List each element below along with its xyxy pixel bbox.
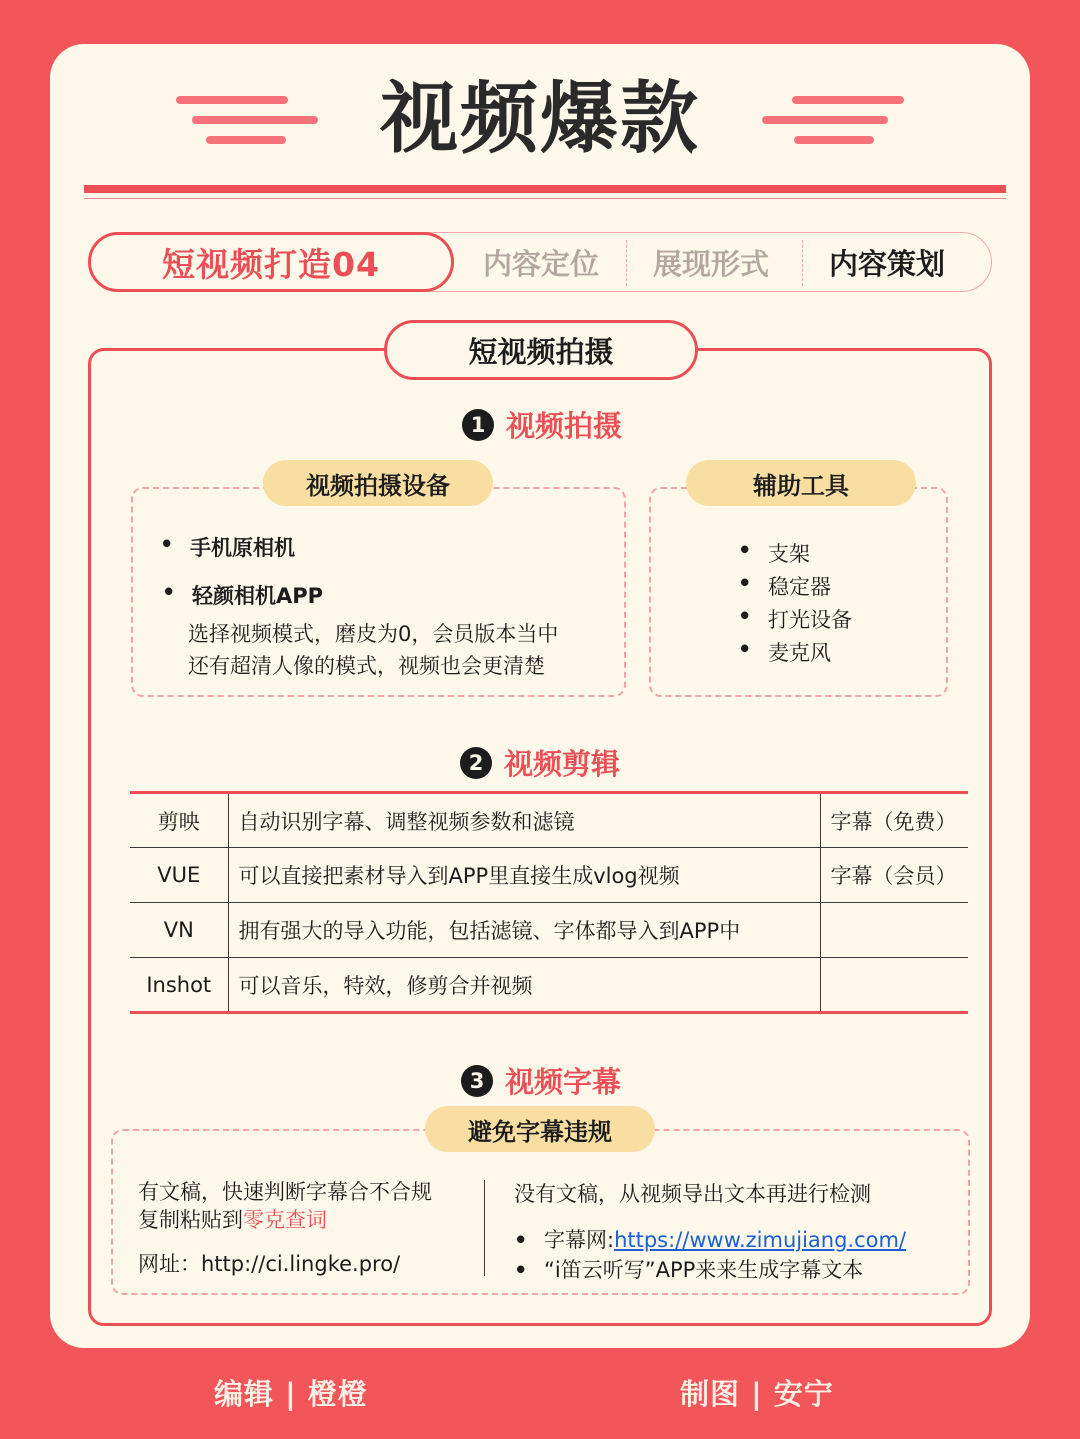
- equipment-label: 视频拍摄设备: [263, 460, 493, 506]
- app-name-cell: Inshot: [130, 958, 228, 1013]
- zimujiang-link[interactable]: https://www.zimujiang.com/: [614, 1228, 907, 1252]
- bullet-icon: •: [738, 637, 752, 661]
- tab-content-planning[interactable]: 内容策划: [828, 246, 945, 281]
- subtitles-left-line: 有文稿，快速判断字幕合不合规: [138, 1180, 432, 1204]
- app-name-cell: VN: [130, 903, 228, 958]
- editing-heading: [460, 742, 620, 783]
- bullet-icon: •: [162, 580, 176, 604]
- shooting-heading-text: 视频拍摄: [506, 409, 623, 443]
- equipment-note-line: 选择视频模式，磨皮为0，会员版本当中: [188, 622, 559, 646]
- subtitles-heading: [461, 1060, 621, 1101]
- tool-item: [738, 538, 810, 568]
- subtitles-left-line: [138, 1204, 327, 1234]
- step-number-badge: 3: [461, 1065, 493, 1097]
- tool-item-label: 打光设备: [768, 608, 852, 632]
- bullet-icon: •: [514, 1258, 528, 1282]
- app-note-cell: [820, 958, 968, 1013]
- footer-designer-credit: 制图 | 安宁: [680, 1377, 834, 1411]
- table-row: [130, 793, 968, 848]
- footer-editor-credit: 编辑 | 橙橙: [214, 1377, 368, 1411]
- app-desc-cell: 自动识别字幕、调整视频参数和滤镜: [228, 793, 820, 848]
- table-row: [130, 958, 968, 1013]
- subtitles-right-item: [514, 1254, 863, 1284]
- equipment-item: [162, 580, 323, 610]
- app-note-cell: 字幕（会员）: [820, 848, 968, 903]
- subtitles-label: 避免字幕违规: [425, 1106, 655, 1152]
- editing-heading-text: 视频剪辑: [504, 747, 621, 781]
- tool-item-label: 稳定器: [768, 575, 831, 599]
- bullet-icon: •: [738, 604, 752, 628]
- subtitles-left-text: 复制粘贴到: [138, 1208, 243, 1232]
- subtitles-heading-text: 视频字幕: [505, 1065, 622, 1099]
- app-desc-cell: 可以音乐，特效，修剪合并视频: [228, 958, 820, 1013]
- subtitles-right-item: [514, 1224, 906, 1254]
- tool-item: [738, 604, 852, 634]
- shooting-heading: [462, 404, 622, 445]
- step-number-badge: 1: [462, 409, 494, 441]
- subtitles-right-text: 字幕网:: [544, 1228, 615, 1252]
- lingke-url-text: 网址：http://ci.lingke.pro/: [138, 1252, 401, 1276]
- bullet-icon: •: [160, 532, 174, 556]
- tool-item-label: 麦克风: [768, 641, 831, 665]
- step-number-badge: 2: [460, 747, 492, 779]
- equipment-item-label: 轻颜相机APP: [192, 584, 324, 608]
- app-name-cell: 剪映: [130, 793, 228, 848]
- subtitles-right-intro: 没有文稿，从视频导出文本再进行检测: [514, 1182, 871, 1206]
- section-title: 短视频拍摄: [384, 320, 698, 380]
- app-desc-cell: 可以直接把素材导入到APP里直接生成vlog视频: [228, 848, 820, 903]
- tools-label: 辅助工具: [686, 460, 916, 506]
- tool-item: [738, 637, 831, 667]
- lingke-tool-highlight: 零克查词: [243, 1208, 327, 1232]
- tab-content-positioning[interactable]: 内容定位: [482, 246, 599, 281]
- bullet-icon: •: [738, 571, 752, 595]
- title-divider: [84, 185, 1006, 193]
- tab-active-series[interactable]: 短视频打造04: [88, 232, 454, 292]
- subtitles-divider: [484, 1180, 485, 1276]
- app-note-cell: [820, 903, 968, 958]
- subtitles-right-text: “i笛云听写”APP来来生成字幕文本: [544, 1258, 864, 1282]
- bullet-icon: •: [514, 1228, 528, 1252]
- app-desc-cell: 拥有强大的导入功能，包括滤镜、字体都导入到APP中: [228, 903, 820, 958]
- app-note-cell: 字幕（免费）: [820, 793, 968, 848]
- table-row: [130, 848, 968, 903]
- editing-apps-table: [130, 791, 968, 1014]
- tab-presentation-form[interactable]: 展现形式: [652, 246, 769, 281]
- bullet-icon: •: [738, 538, 752, 562]
- app-name-cell: VUE: [130, 848, 228, 903]
- table-row: [130, 903, 968, 958]
- tool-item: [738, 571, 831, 601]
- page-title: 视频爆款: [379, 74, 700, 164]
- equipment-item: [160, 532, 295, 562]
- tool-item-label: 支架: [768, 542, 810, 566]
- equipment-item-label: 手机原相机: [190, 536, 295, 560]
- equipment-note-line: 还有超清人像的模式，视频也会更清楚: [188, 654, 545, 678]
- title-divider-thin: [84, 198, 1006, 199]
